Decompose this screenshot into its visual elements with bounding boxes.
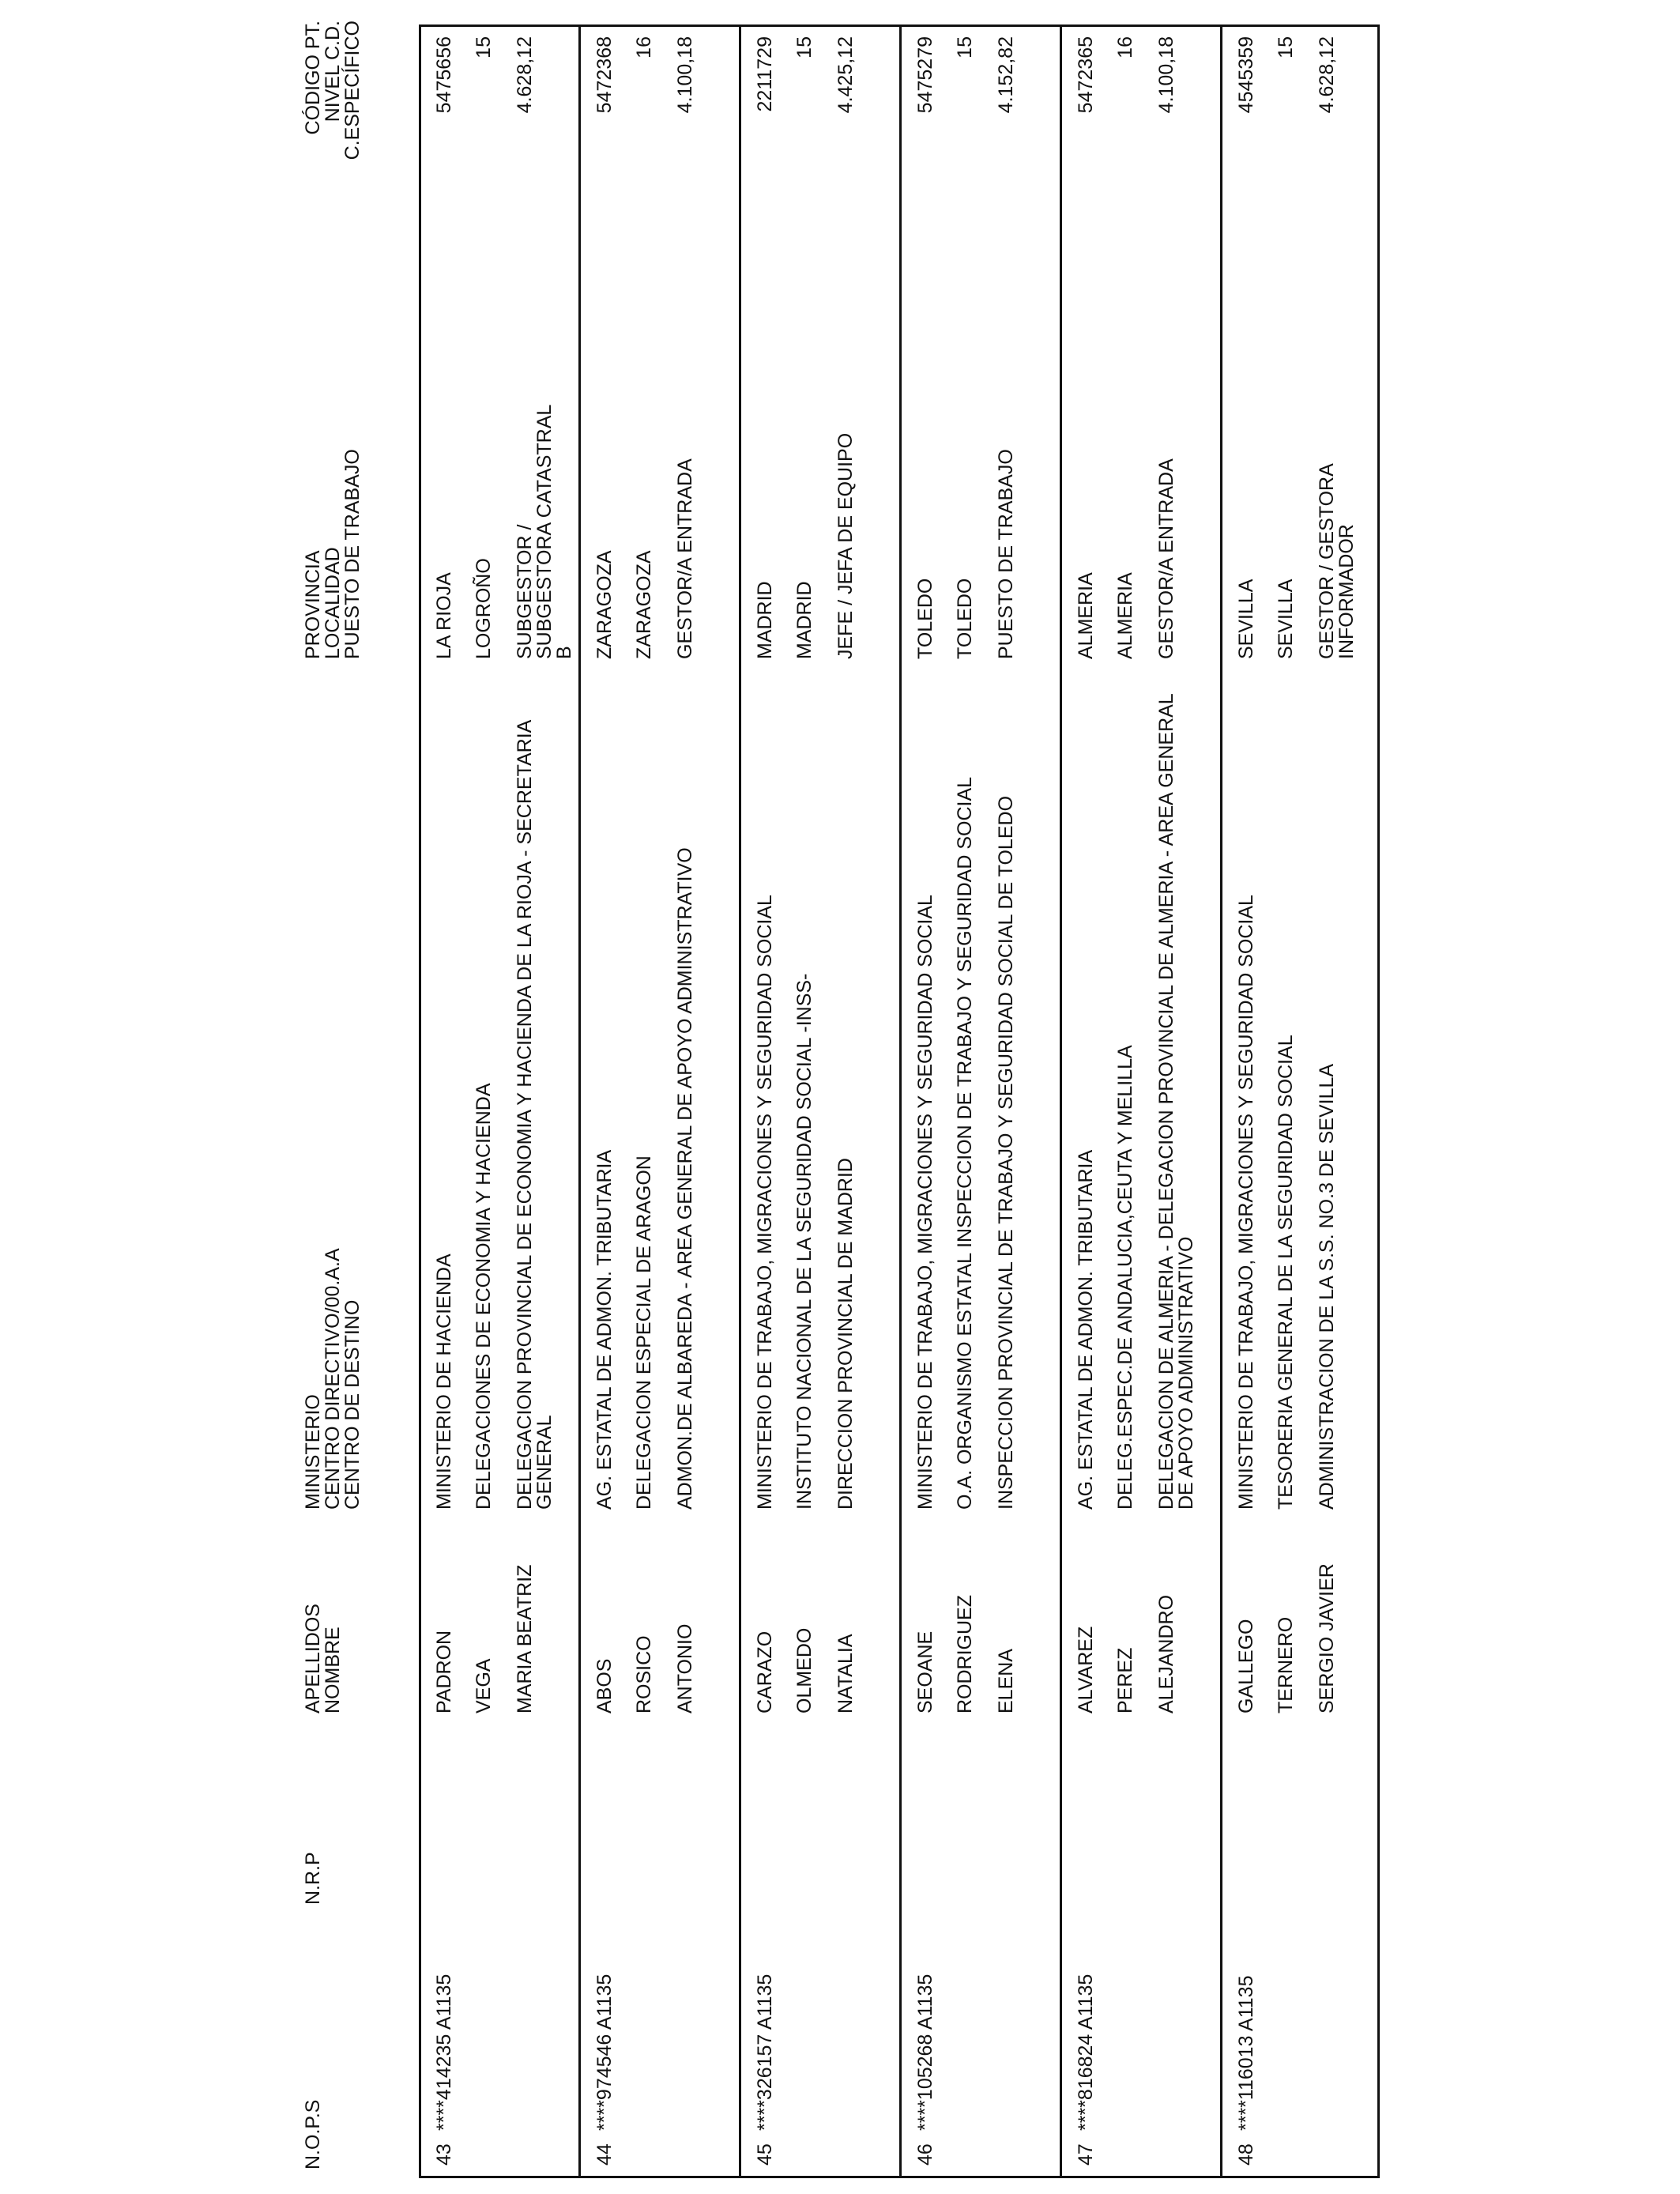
record-codigo: 5475279	[914, 36, 936, 114]
record-centro-directivo: DELEGACIONES DE ECONOMIA Y HACIENDA	[473, 1083, 495, 1510]
header-apellidos-nombre	[303, 1604, 343, 1713]
record-apellido2: TERNERO	[1275, 1616, 1297, 1713]
record-puesto: PUESTO DE TRABAJO	[995, 449, 1017, 659]
record-nops: 46	[914, 2143, 936, 2166]
record-separator	[578, 25, 581, 2178]
record-ministerio: MINISTERIO DE TRABAJO, MIGRACIONES Y SEGURIDAD SOCIAL	[754, 895, 776, 1510]
record-ministerio: AG. ESTATAL DE ADMON. TRIBUTARIA	[1075, 1149, 1097, 1510]
header-puesto-label: PUESTO DE TRABAJO	[341, 449, 363, 659]
header-provincia-label: PROVINCIA	[302, 550, 324, 659]
record-especifico: 4.100,18	[674, 36, 696, 114]
record-nivel: 15	[793, 36, 816, 58]
record-provincia: TOLEDO	[914, 578, 936, 659]
record-nrp: ****326157 A1135	[754, 1973, 776, 2131]
record-nombre: NATALIA	[834, 1634, 857, 1713]
record-nombre: SERGIO JAVIER	[1316, 1563, 1338, 1713]
record-localidad: LOGROÑO	[473, 558, 495, 659]
record-ministerio: MINISTERIO DE TRABAJO, MIGRACIONES Y SEGURIDAD SOCIAL	[1235, 895, 1257, 1510]
record-ministerio: MINISTERIO DE HACIENDA	[433, 1253, 455, 1510]
record-provincia: ALMERIA	[1075, 572, 1097, 659]
record-localidad: ALMERIA	[1114, 572, 1136, 659]
record-codigo: 5475656	[433, 36, 455, 114]
record-centro-destino: DELEGACION PROVINCIAL DE ECONOMIA Y HACIENDA DE LA RIOJA - SECRETARIA GENERAL	[514, 721, 556, 1510]
record-provincia: LA RIOJA	[433, 572, 455, 659]
header-codigo-nivel-especifico	[303, 21, 363, 194]
record-nivel: 16	[633, 36, 655, 58]
record-codigo: 2211729	[754, 36, 776, 112]
record-ministerio: MINISTERIO DE TRABAJO, MIGRACIONES Y SEGURIDAD SOCIAL	[914, 895, 936, 1510]
record-nivel: 15	[1275, 36, 1297, 58]
record-centro-destino: DELEGACION DE ALMERIA - DELEGACION PROVINCIAL DE ALMERIA - AREA GENERAL DE APOYO ADMINISTRATIVO	[1155, 694, 1197, 1510]
record-nrp: ****105268 A1135	[914, 1973, 936, 2131]
record-nops: 45	[754, 2143, 776, 2166]
record-nivel: 15	[954, 36, 976, 58]
record-localidad: TOLEDO	[954, 578, 976, 659]
record-codigo: 5472368	[593, 36, 616, 114]
record-especifico: 4.100,18	[1155, 36, 1177, 114]
record-puesto: GESTOR/A ENTRADA	[674, 458, 696, 659]
record-apellido2: ROSICO	[633, 1635, 655, 1713]
record-puesto: GESTOR / GESTORA INFORMADOR	[1316, 464, 1358, 659]
header-nops-label: N.O.P.S	[302, 2099, 324, 2169]
record-apellido2: VEGA	[473, 1658, 495, 1713]
record-centro-directivo: DELEGACION ESPECIAL DE ARAGON	[633, 1155, 655, 1510]
record-nombre: ANTONIO	[674, 1623, 696, 1713]
record-centro-directivo: TESORERIA GENERAL DE LA SEGURIDAD SOCIAL	[1275, 1035, 1297, 1510]
record-nops: 47	[1075, 2143, 1097, 2166]
record-apellido2: PEREZ	[1114, 1647, 1136, 1713]
record-codigo: 4545359	[1235, 36, 1257, 114]
header-especifico-label: C.ESPECÍFICO	[341, 21, 363, 160]
record-ministerio: AG. ESTATAL DE ADMON. TRIBUTARIA	[593, 1149, 616, 1510]
record-centro-destino: DIRECCION PROVINCIAL DE MADRID	[834, 1158, 857, 1510]
record-apellido1: ALVAREZ	[1075, 1626, 1097, 1713]
record-nrp: ****974546 A1135	[593, 1973, 616, 2131]
record-puesto: SUBGESTOR / SUBGESTORA CATASTRAL B	[514, 405, 575, 659]
record-nops: 48	[1235, 2143, 1257, 2166]
record-localidad: MADRID	[793, 581, 816, 659]
header-centro-destino-label: CENTRO DE DESTINO	[341, 1299, 363, 1510]
record-localidad: ZARAGOZA	[633, 550, 655, 659]
record-separator	[1220, 25, 1222, 2178]
record-centro-directivo: O.A. ORGANISMO ESTATAL INSPECCION DE TRABAJO Y SEGURIDAD SOCIAL	[954, 776, 976, 1510]
record-puesto: GESTOR/A ENTRADA	[1155, 458, 1177, 659]
record-especifico: 4.425,12	[834, 36, 857, 114]
record-nrp: ****414235 A1135	[433, 1973, 455, 2131]
record-nombre: ALEJANDRO	[1155, 1594, 1177, 1713]
record-apellido1: ABOS	[593, 1658, 616, 1713]
header-nivel-label: NIVEL C.D.	[322, 21, 344, 123]
header-localidad-label: LOCALIDAD	[322, 547, 344, 659]
header-nrp-label: N.R.P	[302, 1852, 324, 1905]
header-ministerio-centros	[303, 1248, 363, 1510]
record-localidad: SEVILLA	[1275, 579, 1297, 659]
record-puesto: JEFE / JEFA DE EQUIPO	[834, 432, 857, 659]
header-codigo-label: CÓDIGO PT.	[302, 21, 324, 135]
record-centro-destino: ADMINISTRACION DE LA S.S. NO.3 DE SEVILLA	[1316, 1063, 1338, 1510]
record-apellido1: CARAZO	[754, 1630, 776, 1713]
header-ministerio-label: MINISTERIO	[302, 1394, 324, 1510]
record-especifico: 4.628,12	[514, 36, 536, 114]
header-nrp	[303, 1852, 323, 1905]
record-codigo: 5472365	[1075, 36, 1097, 114]
record-nombre: MARIA BEATRIZ	[514, 1564, 536, 1713]
record-separator	[739, 25, 741, 2178]
record-apellido1: GALLEGO	[1235, 1619, 1257, 1713]
header-centro-directivo-label: CENTRO DIRECTIVO/00.A.A	[322, 1248, 344, 1510]
header-apellidos-label: APELLIDOS	[302, 1604, 324, 1713]
record-apellido2: RODRIGUEZ	[954, 1595, 976, 1713]
record-apellido1: PADRON	[433, 1630, 455, 1713]
header-nops	[303, 2100, 323, 2169]
record-centro-directivo: DELEG.ESPEC.DE ANDALUCIA,CEUTA Y MELILLA	[1114, 1045, 1136, 1510]
record-centro-destino: INSPECCION PROVINCIAL DE TRABAJO Y SEGURIDAD SOCIAL DE TOLEDO	[995, 795, 1017, 1510]
record-apellido1: SEOANE	[914, 1630, 936, 1713]
record-apellido2: OLMEDO	[793, 1627, 816, 1713]
record-nivel: 16	[1114, 36, 1136, 58]
record-centro-destino: ADMON.DE ALBAREDA - AREA GENERAL DE APOYO ADMINISTRATIVO	[674, 847, 696, 1510]
record-nombre: ELENA	[995, 1649, 1017, 1713]
header-nombre-label: NOMBRE	[322, 1627, 344, 1713]
record-separator	[1060, 25, 1062, 2178]
record-provincia: ZARAGOZA	[593, 550, 616, 659]
record-centro-directivo: INSTITUTO NACIONAL DE LA SEGURIDAD SOCIAL -INSS-	[793, 973, 816, 1510]
record-nops: 43	[433, 2143, 455, 2166]
record-especifico: 4.152,82	[995, 36, 1017, 114]
record-nrp: ****816824 A1135	[1075, 1973, 1097, 2131]
record-nivel: 15	[473, 36, 495, 58]
record-separator	[899, 25, 902, 2178]
header-provincia-puesto	[303, 449, 363, 659]
record-provincia: MADRID	[754, 581, 776, 659]
record-nrp: ****116013 A1135	[1235, 1975, 1257, 2131]
record-nops: 44	[593, 2143, 616, 2166]
record-especifico: 4.628,12	[1316, 36, 1338, 114]
record-provincia: SEVILLA	[1235, 579, 1257, 659]
